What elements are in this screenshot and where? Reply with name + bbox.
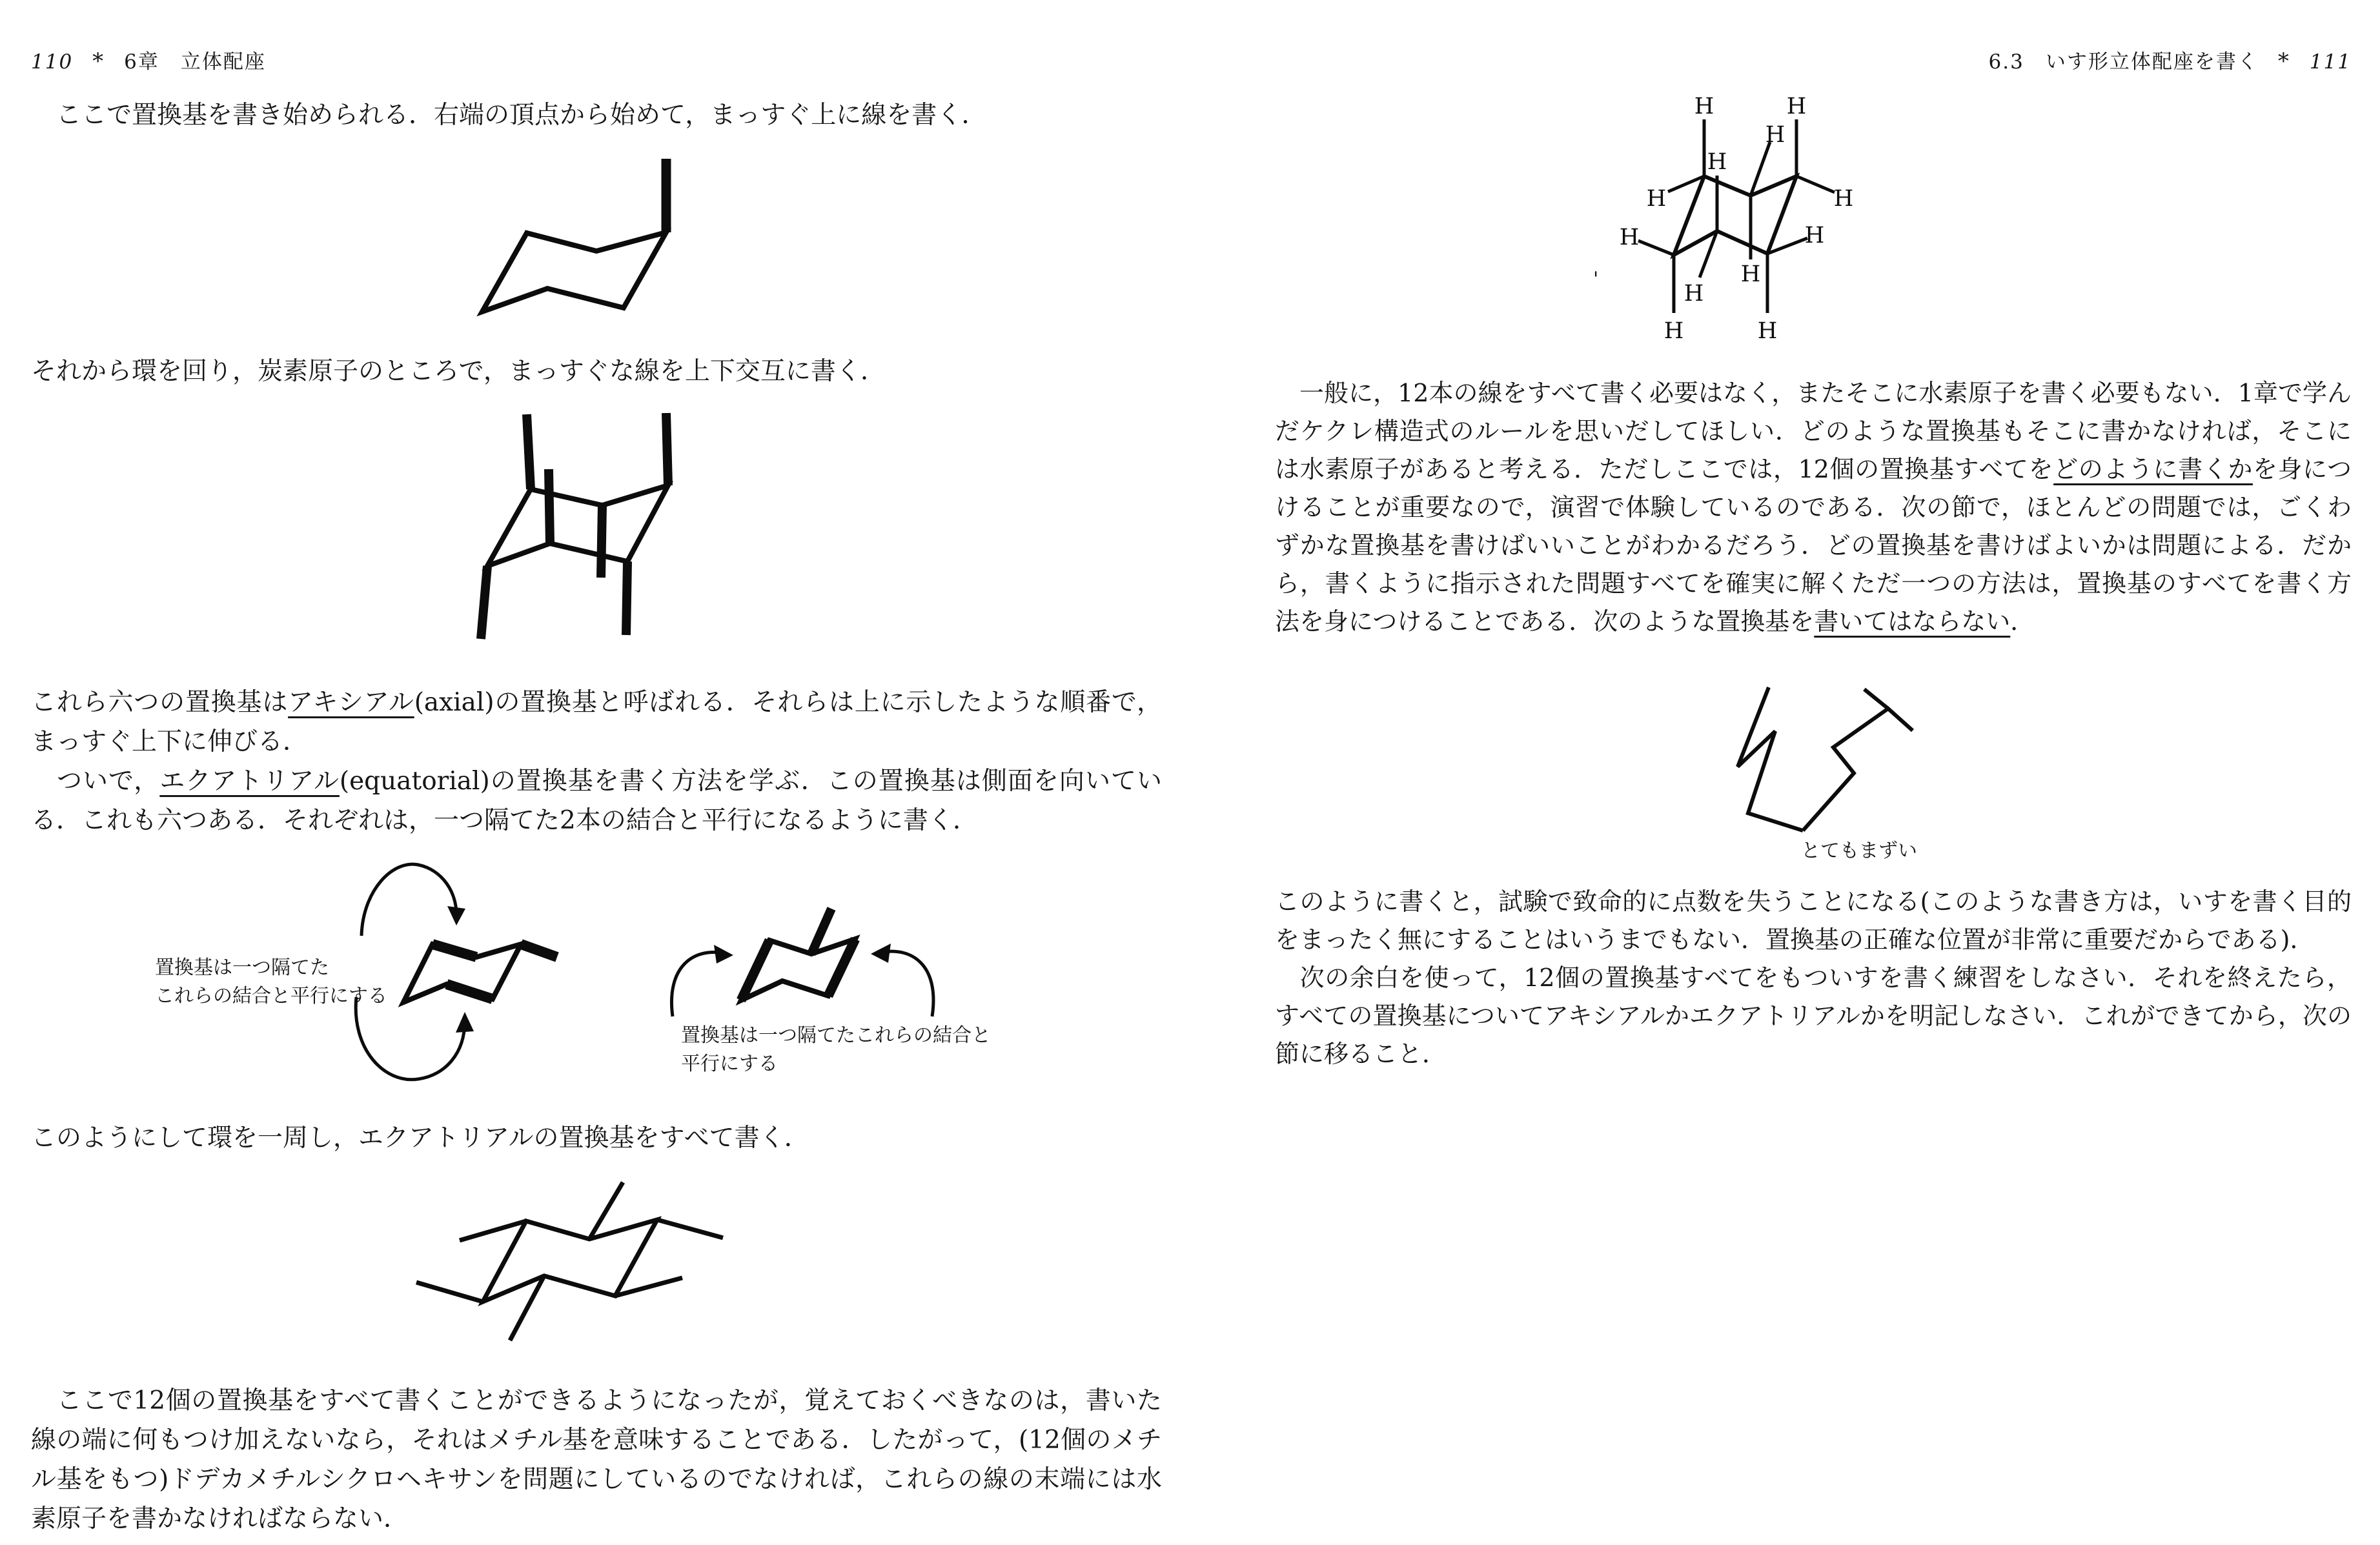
hydrogen-label: H xyxy=(1663,318,1684,344)
axial-bond-down xyxy=(601,505,602,578)
paragraph-all-equatorial: このようにして環を一周し，エクアトリアルの置換基をすべて書く． xyxy=(31,1124,809,1153)
figure-chair-all-equatorial xyxy=(400,1181,762,1355)
bad-scribble-line xyxy=(1738,687,1803,831)
hydrogen-label: H xyxy=(1740,261,1761,287)
paragraph-start-substituent: ここで置換基を書き始められる．右端の頂点から始めて，まっすぐ上に線を書く． xyxy=(31,101,987,130)
arrowhead xyxy=(456,1012,474,1033)
equatorial-bond-bold xyxy=(521,944,557,957)
right-page-number: 111 xyxy=(2309,50,2352,74)
parallel-bond-bold xyxy=(432,944,476,957)
underlined-must-not-draw: 書いてはならない xyxy=(1814,607,2011,636)
paragraph-around-ring-alternate: それから環を回り，炭素原子のところで，まっすぐな線を上下交互に書く． xyxy=(31,357,886,386)
equatorial-bond xyxy=(510,1276,544,1340)
figure-chair-six-axial xyxy=(471,400,742,665)
chapter-title: 6章 立体配座 xyxy=(124,50,266,74)
paragraph-methyl-hydrogen: ここで12個の置換基をすべて書くことができるようになったが，覚えておくべきなのは，書いた線の端に何もつけ加えないなら，それはメチル基を意味することである．したがって，(12個のメチル基をもつ)ドデカメチルシクロヘキサンを問題にしているのでなければ，これらの線の末端には水素原子を書かなければならない． xyxy=(31,1386,1162,1533)
axial-bond-down xyxy=(626,561,627,635)
axial-bond-up xyxy=(549,469,550,543)
paragraph-equatorial: ついで，エクアトリアル(equatorial)の置換基を書く方法を学ぶ．この置換基は側面を向いている．これも六つある．それぞれは，一つ隔てた2本の結合と平行になるように書く． xyxy=(31,767,1162,835)
hydrogen-label: H xyxy=(1757,318,1778,344)
hydrogen-label: H xyxy=(1833,186,1854,212)
hydrogen-label: H xyxy=(1646,186,1667,212)
header-star-separator: * xyxy=(2277,48,2290,74)
paragraph-axial: これら六つの置換基はアキシアル(axial)の置換基と呼ばれる．それらは上に示したような順番で，まっすぐ上下に伸びる． xyxy=(31,688,1162,756)
paragraph-general-rule: 一般に，12本の線をすべて書く必要はなく，またそこに水素原子を書く必要もない．1章で学んだケクレ構造式のルールを思いだしてほしい．どのような置換基もそこに書かなければ，そこには水素原子があると考える．ただしここでは，12個の置換基すべてをどのように書くかを身につけることが重要なので，演習で体験しているのである．次の節で，ほとんどの問題では，ごくわずかな置換基を書けばいいことがわかるだろう．どの置換基を書けばよいかは問題による．だから，書くように指示された問題すべてを確実に解くただ一つの方法は，置換基のすべてを書く方法を身につけることである．次のような置換基を書いてはならない． xyxy=(1275,379,2352,636)
paragraph-exam-warning: このように書くと，試験で致命的に点数を失うことになる(このような書き方は，いすを書く目的をまったく無にすることはいうまでもない．置換基の正確な位置が非常に重要だからである)． xyxy=(1275,887,2352,954)
cyclohexane-ring xyxy=(1674,176,1796,255)
bad-scribble-line xyxy=(1803,709,1913,831)
left-page-number: 110 xyxy=(31,50,74,74)
equatorial-bond xyxy=(1796,176,1835,192)
hydrogen-label: H xyxy=(1786,94,1807,119)
hydrogen-label: H xyxy=(1765,122,1785,148)
hydrogen-label: H xyxy=(1707,149,1727,175)
figure-chair-one-axial xyxy=(452,148,775,329)
section-title: 6.3 いす形立体配座を書く xyxy=(1988,50,2259,74)
equatorial-bond xyxy=(416,1282,483,1302)
cyclohexane-ring xyxy=(487,485,668,566)
arrowhead xyxy=(714,945,733,964)
hydrogen-label: H xyxy=(1804,223,1825,248)
term-equatorial: エクアトリアル xyxy=(159,767,340,796)
arrowhead xyxy=(447,906,465,925)
cyclohexane-ring xyxy=(482,232,666,312)
underlined-how-to-draw: どのように書くか xyxy=(2053,455,2253,483)
equatorial-bond xyxy=(657,1220,723,1238)
label-parallel-bonds-2: 置換基は一つ隔てたこれらの結合と 平行にする xyxy=(681,1024,991,1075)
arrowhead xyxy=(871,944,891,963)
label-parallel-bonds-1: 置換基は一つ隔てた これらの結合と平行にする xyxy=(155,956,387,1007)
figure-chair-all-hydrogens xyxy=(1601,84,1962,368)
axial-bond-up xyxy=(666,413,668,485)
axial-bond-down xyxy=(481,566,487,639)
hydrogen-label: H xyxy=(1683,281,1704,307)
header-star-separator: * xyxy=(92,48,105,74)
hydrogen-label: H xyxy=(1694,94,1714,119)
figure-bad-chair-drawing xyxy=(1717,671,1949,833)
rotation-arrow-bottom xyxy=(356,997,465,1080)
axial-bond-up xyxy=(527,414,531,489)
rotation-arrow-top xyxy=(361,864,456,936)
parallel-bond-bold xyxy=(447,984,493,999)
right-page-header xyxy=(1275,45,2352,74)
term-axial: アキシアル xyxy=(288,688,414,717)
hydrogen-label: H xyxy=(1619,225,1640,250)
paragraph-practice-instruction: 次の余白を使って，12個の置換基すべてをもついすを書く練習をしなさい．それを終えたら，すべての置換基についてアキシアルかエクアトリアルかを明記しなさい．これができてから，次の節に移ること． xyxy=(1275,964,2352,1068)
bad-scribble-line xyxy=(1864,689,1888,709)
paragraph-warning-practice xyxy=(1275,883,2352,1073)
print-artifact: ' xyxy=(1593,268,1599,290)
left-page-header xyxy=(31,45,266,74)
paragraph-axial-equatorial xyxy=(31,683,1162,840)
equatorial-bond xyxy=(1638,241,1674,255)
caption-very-bad: とてもまずい xyxy=(1801,840,1917,862)
